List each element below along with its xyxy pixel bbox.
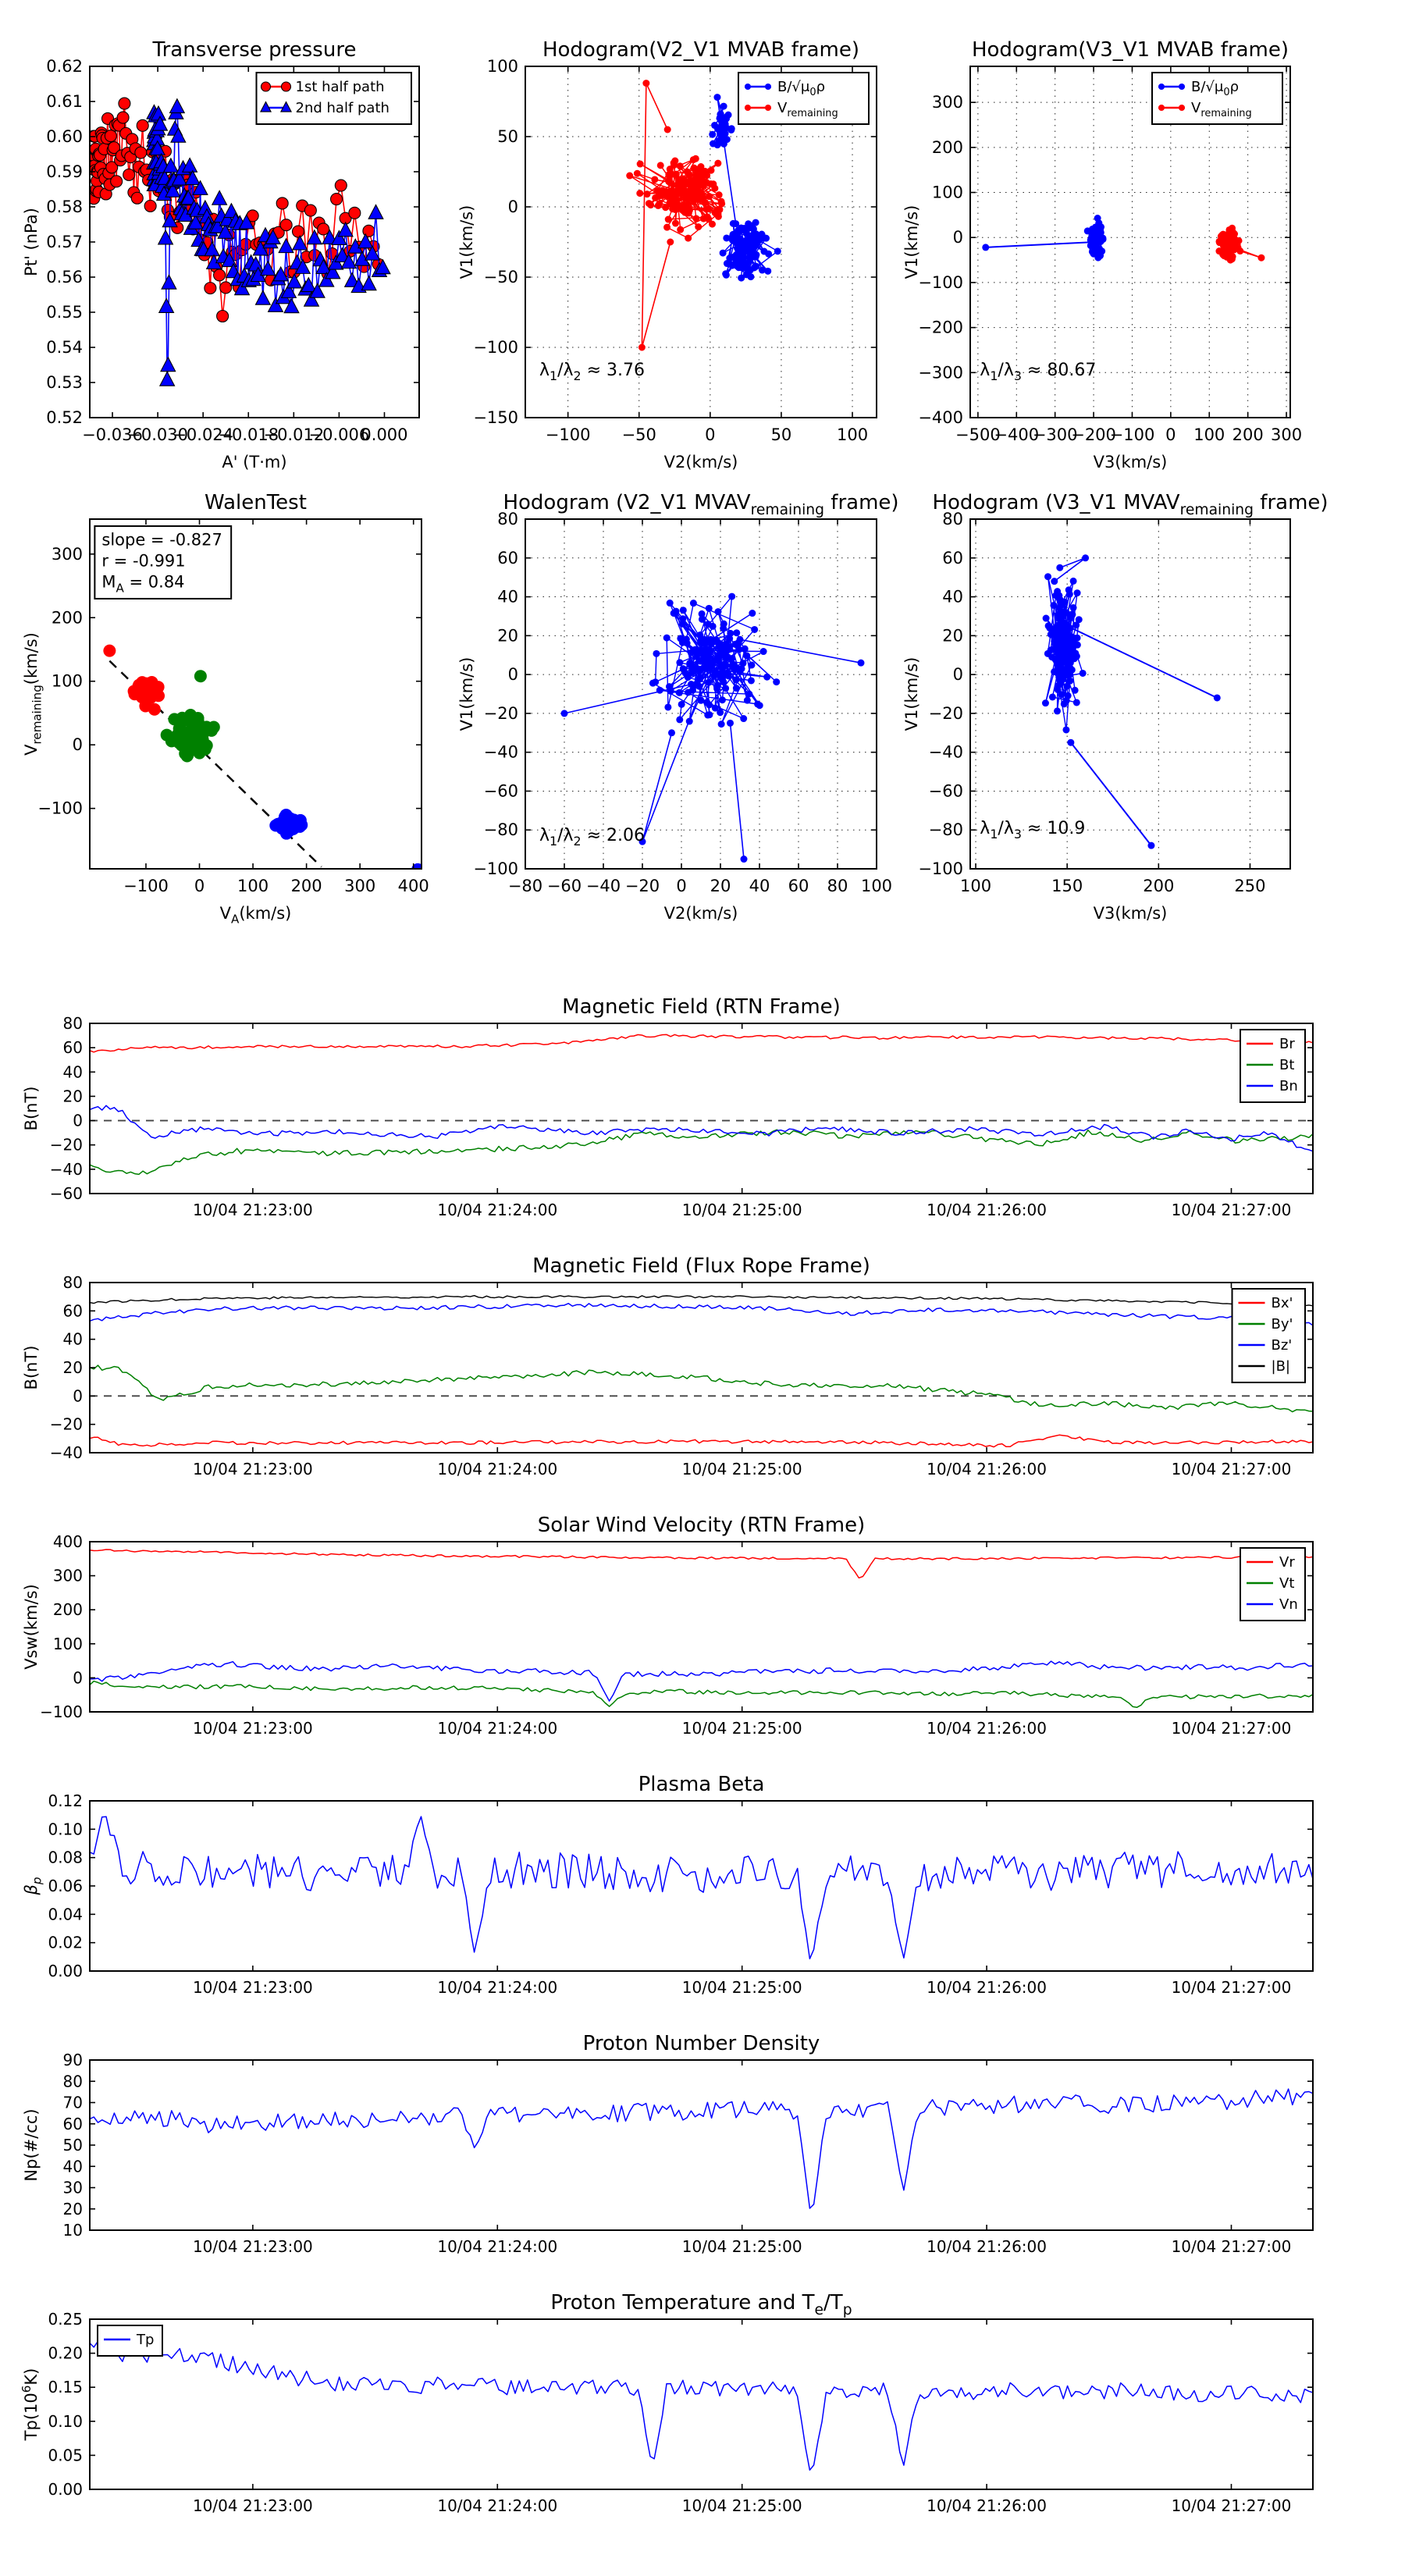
y-tick-label: −100 [40, 1703, 83, 1721]
x-tick-label: 10/04 21:27:00 [1171, 1719, 1292, 1738]
panel-title: Magnetic Field (Flux Rope Frame) [532, 1254, 870, 1278]
annotation: $\lambda_1/\lambda_2 \approx 3.76$ [539, 361, 646, 383]
x-tick-label: 100 [1193, 425, 1225, 444]
legend [257, 73, 412, 124]
y-tick-label: 0.55 [46, 303, 83, 322]
y-tick-label: 400 [52, 1532, 83, 1551]
y-tick-label: 0.53 [46, 373, 83, 392]
y-tick-label: −20 [49, 1135, 83, 1155]
x-tick-label: 100 [237, 877, 269, 895]
x-tick-label: 10/04 21:23:00 [192, 1978, 313, 1997]
legend-label: Bz' [1271, 1337, 1293, 1354]
annotation: $\lambda_1/\lambda_3 \approx 10.9$ [980, 819, 1086, 842]
y-tick-label: −400 [918, 408, 963, 427]
y-axis-label: B(nT) [22, 1345, 41, 1390]
x-tick-label: 10/04 21:26:00 [927, 1201, 1047, 1219]
legend [738, 73, 869, 124]
y-tick-label: 40 [942, 587, 963, 607]
x-tick-label: 10/04 21:24:00 [437, 1978, 558, 1997]
y-tick-label: −100 [918, 272, 963, 292]
x-tick-label: 200 [1143, 877, 1175, 895]
y-tick-label: 0.58 [46, 197, 83, 216]
x-tick-label: 10/04 21:23:00 [192, 1201, 313, 1219]
x-tick-label: −50 [621, 425, 656, 444]
y-tick-label: 30 [62, 2178, 83, 2197]
x-axis-label: $V_A(km/s)$ [219, 904, 292, 927]
legend-label: By' [1271, 1316, 1293, 1332]
y-tick-label: 20 [62, 2199, 83, 2218]
x-tick-label: 10/04 21:24:00 [437, 2237, 558, 2256]
y-tick-label: 200 [51, 608, 83, 628]
y-axis-label: V1(km/s) [457, 205, 476, 279]
y-tick-label: 100 [52, 1634, 83, 1653]
legend-label: Br [1279, 1036, 1295, 1052]
x-tick-label: 10/04 21:26:00 [927, 1719, 1047, 1738]
y-tick-label: 0.59 [46, 162, 83, 181]
x-tick-label: 10/04 21:27:00 [1171, 1460, 1292, 1478]
x-tick-label: 80 [827, 877, 848, 895]
y-tick-label: 60 [62, 2114, 83, 2133]
x-tick-label: −0.024 [173, 425, 234, 444]
x-tick-label: 40 [749, 877, 770, 895]
x-tick-label: 10/04 21:25:00 [681, 2496, 802, 2515]
y-tick-label: −20 [928, 703, 963, 723]
legend [1152, 73, 1282, 124]
panel-title: WalenTest [205, 491, 307, 514]
y-tick-label: 20 [942, 626, 963, 646]
y-tick-label: 0.57 [46, 233, 83, 251]
panel-title: Plasma Beta [638, 1773, 765, 1796]
annotation-line: r = -0.991 [101, 551, 186, 571]
y-tick-label: 0.02 [48, 1933, 83, 1952]
legend-label: Vr [1279, 1554, 1295, 1571]
x-tick-label: 300 [1271, 425, 1303, 444]
x-tick-label: 10/04 21:23:00 [192, 2237, 313, 2256]
x-tick-label: 100 [836, 425, 869, 444]
legend-label: Bn [1279, 1078, 1298, 1094]
x-tick-label: 60 [788, 877, 809, 895]
y-tick-label: 40 [497, 587, 518, 607]
x-tick-label: 10/04 21:25:00 [681, 2237, 802, 2256]
x-tick-label: 400 [397, 877, 429, 895]
x-tick-label: 10/04 21:25:00 [681, 1460, 802, 1478]
x-tick-label: 10/04 21:25:00 [681, 1719, 802, 1738]
y-tick-label: 0 [73, 1111, 83, 1130]
x-tick-label: 10/04 21:24:00 [437, 1460, 558, 1478]
y-tick-label: −40 [49, 1159, 83, 1179]
x-tick-label: −400 [994, 425, 1040, 444]
x-tick-label: −0.030 [127, 425, 188, 444]
y-tick-label: 0.05 [48, 2446, 83, 2465]
x-tick-label: 10/04 21:27:00 [1171, 2237, 1292, 2256]
x-tick-label: −0.036 [82, 425, 143, 444]
y-tick-label: −150 [473, 408, 518, 427]
x-tick-label: 10/04 21:27:00 [1171, 1201, 1292, 1219]
y-tick-label: 300 [931, 93, 963, 112]
legend-label: 1st half path [295, 79, 385, 95]
legend-label: |B| [1271, 1358, 1290, 1375]
legend-label: 2nd half path [295, 100, 389, 116]
x-tick-label: 0 [676, 877, 687, 895]
y-tick-label: −100 [37, 799, 83, 818]
legend-label: Vn [1279, 1596, 1298, 1613]
y-tick-label: 50 [62, 2136, 83, 2154]
x-tick-label: 10/04 21:27:00 [1171, 2496, 1292, 2515]
y-tick-label: 0.56 [46, 268, 83, 286]
y-axis-label: Vsw(km/s) [22, 1584, 41, 1670]
y-tick-label: 80 [497, 510, 518, 528]
y-tick-label: 0.20 [48, 2343, 83, 2363]
x-axis-label: V2(km/s) [663, 904, 738, 923]
x-tick-label: 0.000 [361, 425, 408, 444]
y-tick-label: −60 [49, 1184, 83, 1203]
y-tick-label: 20 [62, 1087, 83, 1106]
y-axis-label: $V_{remaining}(km/s)$ [22, 632, 44, 756]
x-tick-label: 100 [959, 877, 992, 895]
y-tick-label: 100 [931, 183, 963, 202]
annotation-line: slope = -0.827 [101, 530, 222, 550]
annotation: $\lambda_1/\lambda_3 \approx 80.67$ [980, 361, 1097, 383]
x-tick-label: 10/04 21:23:00 [192, 1460, 313, 1478]
y-tick-label: −40 [49, 1443, 83, 1462]
y-tick-label: −100 [473, 338, 518, 357]
y-tick-label: 0.54 [46, 338, 83, 357]
x-tick-label: 10/04 21:24:00 [437, 2496, 558, 2515]
y-tick-label: 60 [497, 548, 518, 568]
y-tick-label: 0.60 [46, 127, 83, 146]
y-tick-label: 10 [62, 2221, 83, 2240]
panel-title: Transverse pressure [152, 38, 357, 62]
y-tick-label: 200 [52, 1600, 83, 1620]
panel-title: Magnetic Field (RTN Frame) [562, 995, 841, 1019]
y-tick-label: 0 [73, 1668, 83, 1688]
x-tick-label: 100 [860, 877, 893, 895]
y-tick-label: 0.15 [48, 2378, 83, 2397]
x-tick-label: 200 [290, 877, 322, 895]
x-tick-label: −60 [546, 877, 582, 895]
y-tick-label: 300 [51, 544, 83, 564]
x-tick-label: −20 [624, 877, 660, 895]
x-axis-label: V3(km/s) [1093, 453, 1168, 471]
legend-label: Bx' [1271, 1295, 1293, 1311]
y-tick-label: 300 [52, 1566, 83, 1585]
y-tick-label: 60 [942, 548, 963, 568]
y-tick-label: −80 [928, 820, 963, 840]
x-tick-label: −200 [1071, 425, 1116, 444]
y-tick-label: 0.52 [46, 408, 83, 427]
y-tick-label: −40 [928, 742, 963, 762]
panel-title: Proton Number Density [582, 2032, 820, 2055]
x-tick-label: 10/04 21:23:00 [192, 1719, 313, 1738]
x-tick-label: −300 [1032, 425, 1078, 444]
legend-label: $B/√\mu_0\rho$ [777, 79, 826, 98]
x-tick-label: 50 [770, 425, 792, 444]
annotation: $\lambda_1/\lambda_2 \approx 2.06$ [539, 826, 646, 849]
y-tick-label: 60 [62, 1038, 83, 1058]
x-tick-label: 10/04 21:24:00 [437, 1719, 558, 1738]
y-tick-label: 80 [62, 1273, 83, 1292]
y-axis-label: Pt' (nPa) [22, 208, 41, 276]
y-tick-label: 50 [497, 127, 518, 146]
y-tick-label: 0.08 [48, 1848, 83, 1867]
panel-title: Proton Temperature and $T_e/T_p$ [550, 2291, 852, 2319]
y-tick-label: 0.12 [48, 1791, 83, 1810]
x-tick-label: −0.012 [263, 425, 325, 444]
y-axis-label: $Tp(10^6K)$ [20, 2368, 41, 2441]
x-tick-label: 200 [1232, 425, 1264, 444]
y-tick-label: 90 [62, 2051, 83, 2069]
x-axis-label: A' (T·m) [222, 453, 287, 471]
x-axis-label: V2(km/s) [663, 453, 738, 471]
y-tick-label: −20 [49, 1414, 83, 1434]
y-axis-label: B(nT) [22, 1086, 41, 1131]
y-tick-label: 40 [62, 1062, 83, 1082]
y-tick-label: 0.06 [48, 1877, 83, 1895]
x-tick-label: 10/04 21:26:00 [927, 2496, 1047, 2515]
panel-title: Hodogram(V3_V1 MVAB frame) [971, 38, 1289, 62]
y-tick-label: −100 [918, 859, 963, 878]
x-tick-label: 10/04 21:26:00 [927, 1978, 1047, 1997]
y-tick-label: −300 [918, 363, 963, 382]
y-tick-label: 0.10 [48, 1820, 83, 1839]
legend [1232, 1289, 1306, 1382]
x-tick-label: 10/04 21:23:00 [192, 2496, 313, 2515]
y-tick-label: −80 [483, 820, 518, 840]
y-tick-label: 80 [62, 2072, 83, 2091]
y-axis-label: $\beta_p$ [22, 1877, 44, 1895]
legend [98, 2325, 162, 2356]
y-tick-label: 0.00 [48, 2480, 83, 2499]
y-tick-label: 0 [952, 228, 963, 247]
panel-title: Hodogram(V2_V1 MVAB frame) [542, 38, 860, 62]
x-tick-label: 10/04 21:25:00 [681, 1201, 802, 1219]
y-tick-label: 100 [51, 671, 83, 691]
x-tick-label: −0.006 [308, 425, 370, 444]
panel-title: Hodogram (V3_V1 $MVAV_{remaining}$ frame) [932, 491, 1329, 519]
y-tick-label: −50 [483, 268, 518, 286]
y-tick-label: 80 [942, 510, 963, 528]
y-tick-label: 0.00 [48, 1962, 83, 1980]
y-tick-label: −40 [483, 742, 518, 762]
y-tick-label: −20 [483, 703, 518, 723]
y-tick-label: 0.61 [46, 92, 83, 111]
legend-label: $V_{remaining}$ [777, 100, 838, 119]
y-tick-label: 0.62 [46, 57, 83, 76]
y-tick-label: 20 [62, 1358, 83, 1377]
y-tick-label: 80 [62, 1014, 83, 1033]
legend-label: Vt [1279, 1575, 1295, 1592]
x-tick-label: −100 [545, 425, 591, 444]
legend-label: $B/√\mu_0\rho$ [1191, 79, 1240, 98]
x-axis-label: V3(km/s) [1093, 904, 1168, 923]
y-tick-label: 0.25 [48, 2310, 83, 2329]
legend [1240, 1030, 1305, 1102]
y-tick-label: 0.04 [48, 1905, 83, 1924]
y-axis-label: V1(km/s) [902, 656, 921, 731]
y-tick-label: 0.10 [48, 2411, 83, 2431]
x-tick-label: −40 [585, 877, 621, 895]
x-tick-label: 10/04 21:26:00 [927, 1460, 1047, 1478]
x-tick-label: 250 [1234, 877, 1266, 895]
x-tick-label: 10/04 21:25:00 [681, 1978, 802, 1997]
legend-label: Tp [137, 2332, 155, 2348]
y-tick-label: 20 [497, 626, 518, 646]
x-tick-label: 300 [344, 877, 376, 895]
x-tick-label: 10/04 21:24:00 [437, 1201, 558, 1219]
x-tick-label: 150 [1051, 877, 1083, 895]
y-tick-label: 40 [62, 2157, 83, 2176]
y-tick-label: 60 [62, 1301, 83, 1321]
x-tick-label: 0 [194, 877, 205, 895]
x-tick-label: 0 [1165, 425, 1176, 444]
y-axis-label: V1(km/s) [457, 656, 476, 731]
x-tick-label: 0 [705, 425, 716, 444]
x-tick-label: −100 [123, 877, 169, 895]
y-tick-label: 0 [72, 735, 83, 755]
y-tick-label: 0 [507, 197, 518, 216]
y-tick-label: −200 [918, 318, 963, 337]
y-tick-label: 70 [62, 2093, 83, 2112]
y-tick-label: 200 [931, 137, 963, 157]
x-tick-label: −0.018 [218, 425, 279, 444]
annotation-line: $M_A = 0.84$ [101, 572, 185, 596]
y-tick-label: −60 [483, 781, 518, 801]
y-tick-label: 100 [486, 57, 518, 76]
x-tick-label: −500 [955, 425, 1001, 444]
x-tick-label: 10/04 21:26:00 [927, 2237, 1047, 2256]
legend-label: $V_{remaining}$ [1191, 100, 1252, 119]
y-tick-label: 40 [62, 1329, 83, 1349]
y-tick-label: −60 [928, 781, 963, 801]
y-tick-label: −100 [473, 859, 518, 878]
x-tick-label: 10/04 21:27:00 [1171, 1978, 1292, 1997]
y-tick-label: 0 [73, 1386, 83, 1406]
panel-title: Hodogram (V2_V1 $MVAV_{remaining}$ frame) [503, 491, 899, 519]
x-tick-label: −80 [507, 877, 543, 895]
y-tick-label: 0 [507, 665, 518, 685]
panel-title: Solar Wind Velocity (RTN Frame) [537, 1514, 866, 1537]
y-tick-label: 0 [952, 665, 963, 685]
legend-label: Bt [1279, 1057, 1295, 1073]
y-axis-label: V1(km/s) [902, 205, 921, 279]
x-tick-label: 20 [710, 877, 731, 895]
annotation-box [94, 526, 231, 599]
legend [1240, 1548, 1305, 1621]
y-axis-label: Np(#/cc) [22, 2108, 41, 2182]
x-tick-label: −100 [1109, 425, 1155, 444]
